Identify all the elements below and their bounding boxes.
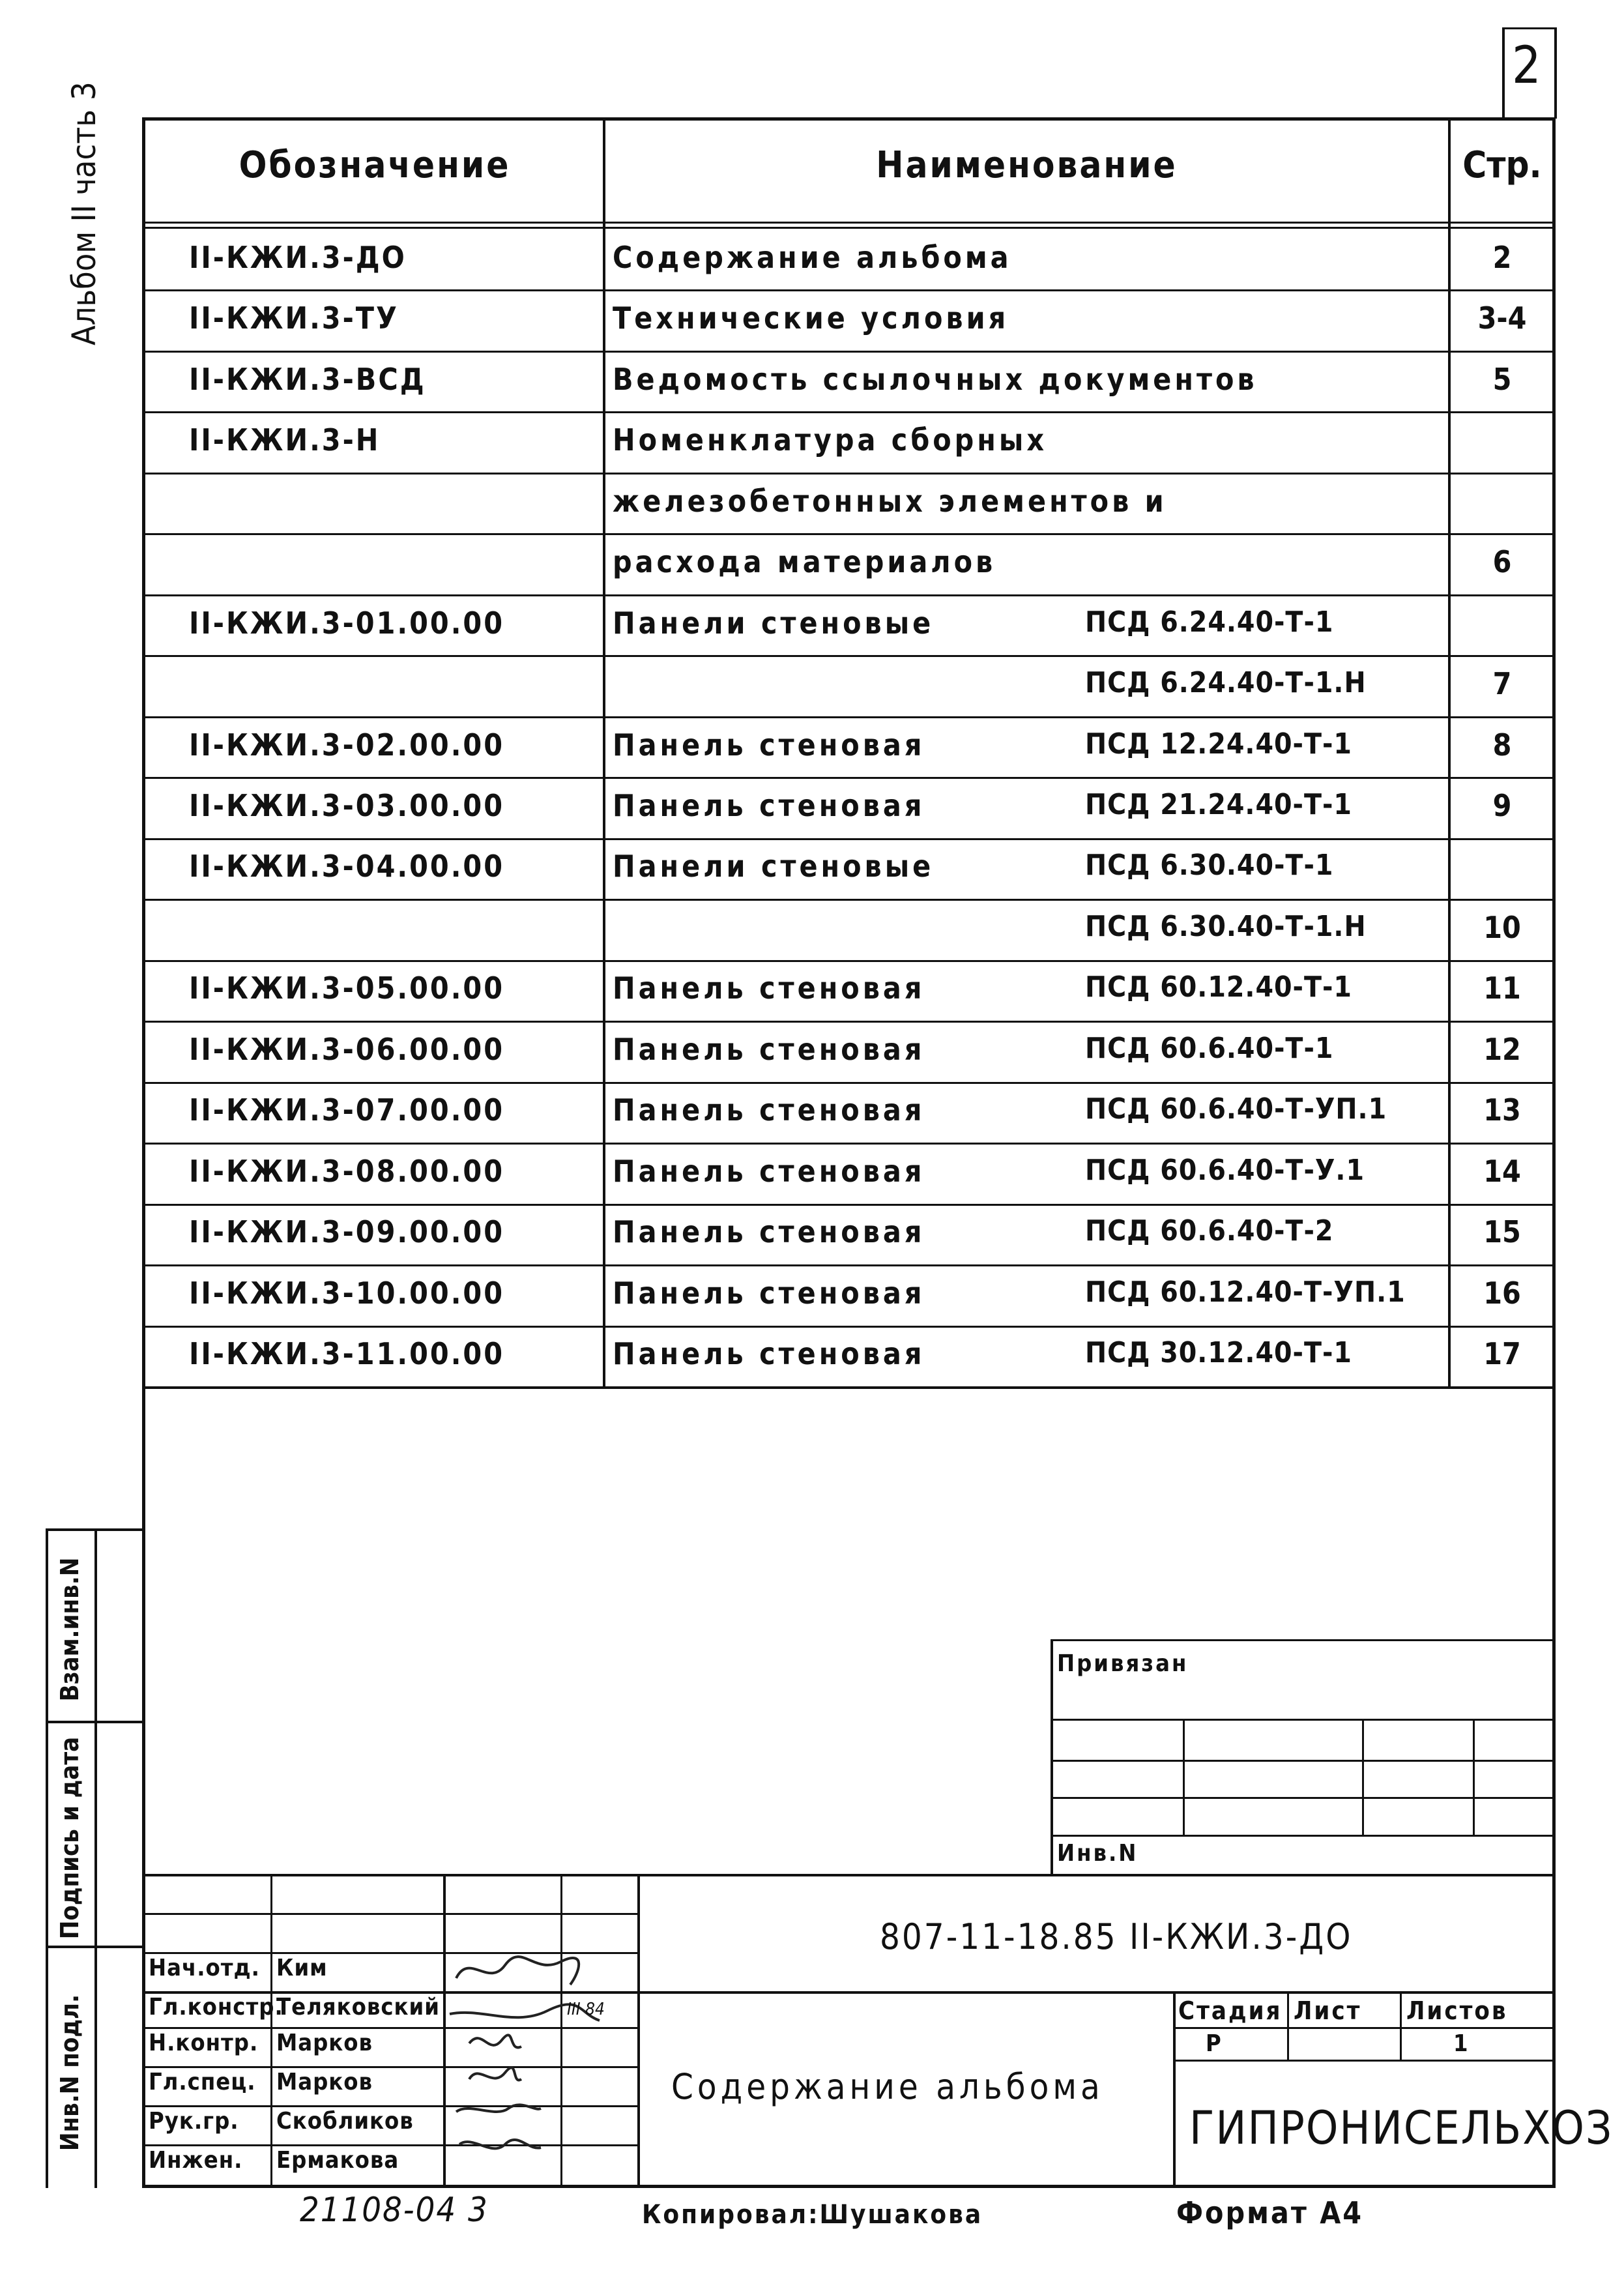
row-code: II-КЖИ.3-05.00.00: [189, 970, 505, 1006]
person-name: Марков: [276, 2030, 373, 2056]
row-mark: ПСД 60.12.40-Т-1: [1085, 970, 1352, 1004]
row-divider: [143, 899, 1554, 901]
row-divider: [143, 1204, 1554, 1206]
row-name: Панели стеновые: [613, 849, 935, 884]
row-divider: [143, 1143, 1554, 1145]
row-code: II-КЖИ.3-01.00.00: [189, 606, 505, 641]
signature-date-note: III 84: [567, 2000, 605, 2019]
person-role: Нач.отд.: [149, 1955, 260, 1981]
privyazan-label: Привязан: [1057, 1650, 1189, 1677]
person-name: Ким: [276, 1955, 328, 1981]
row-divider: [143, 777, 1554, 779]
organization: ГИПРОНИСЕЛЬХОЗ: [1189, 2101, 1614, 2155]
row-code: II-КЖИ.3-02.00.00: [189, 727, 505, 763]
sheet-number: 2: [1512, 36, 1543, 95]
row-code: II-КЖИ.3-06.00.00: [189, 1032, 505, 1067]
person-name: Ермакова: [276, 2147, 399, 2174]
row-divider: [143, 655, 1554, 657]
row-page: 3-4: [1477, 300, 1527, 336]
sheets-label: Листов: [1406, 1996, 1508, 2025]
row-name: Панель стеновая: [613, 1336, 925, 1371]
doc-code: 807-11-18.85 II-КЖИ.3-ДО: [880, 1916, 1353, 1957]
row-mark: ПСД 60.6.40-Т-У.1: [1085, 1154, 1365, 1187]
row-name: Ведомость ссылочных документов: [613, 362, 1258, 397]
person-name: Марков: [276, 2069, 373, 2095]
row-divider: [143, 533, 1554, 535]
row-divider: [143, 1021, 1554, 1023]
row-page: 16: [1483, 1276, 1521, 1311]
row-divider: [143, 351, 1554, 353]
row-name: Технические условия: [613, 300, 1009, 336]
footer-copied-by: Копировал:Шушакова: [642, 2200, 983, 2230]
row-page: 9: [1492, 788, 1512, 823]
row-page: 7: [1492, 666, 1512, 701]
row-name: Панель стеновая: [613, 727, 925, 763]
footer-number: 21108-04 3: [300, 2191, 489, 2230]
row-divider: [143, 838, 1554, 840]
row-code: II-КЖИ.3-ДО: [189, 240, 407, 275]
person-role: Гл.спец.: [149, 2069, 256, 2095]
stamp-inv-podl: Инв.N подл.: [55, 1994, 84, 2152]
row-name: Панель стеновая: [613, 1032, 925, 1067]
row-code: II-КЖИ.3-10.00.00: [189, 1276, 505, 1311]
row-page: 8: [1492, 727, 1512, 763]
row-page: 13: [1483, 1092, 1521, 1128]
row-name: Панель стеновая: [613, 970, 925, 1006]
row-code: II-КЖИ.3-08.00.00: [189, 1154, 505, 1189]
row-divider: [143, 716, 1554, 718]
privyazan-inv-label: Инв.N: [1057, 1840, 1138, 1867]
row-code: II-КЖИ.3-Н: [189, 422, 381, 458]
row-divider: [143, 960, 1554, 962]
row-code: II-КЖИ.3-07.00.00: [189, 1092, 505, 1128]
row-name: Панель стеновая: [613, 1214, 925, 1249]
row-page: 17: [1483, 1336, 1521, 1371]
row-page: 12: [1483, 1032, 1521, 1067]
row-name: Содержание альбома: [613, 240, 1012, 275]
row-code: II-КЖИ.3-03.00.00: [189, 788, 505, 823]
person-role: Гл.констр.: [149, 1994, 283, 2021]
row-code: II-КЖИ.3-09.00.00: [189, 1214, 505, 1249]
col-header-page: Стр.: [1462, 144, 1542, 186]
row-name: Панели стеновые: [613, 606, 935, 641]
row-mark: ПСД 6.24.40-Т-1.Н: [1085, 666, 1367, 699]
row-name: Панель стеновая: [613, 1276, 925, 1311]
row-name: Номенклатура сборных: [613, 422, 1048, 458]
row-page: 11: [1483, 970, 1521, 1006]
row-page: 14: [1483, 1154, 1521, 1189]
row-code: II-КЖИ.3-ТУ: [189, 300, 399, 336]
doc-title: Содержание альбома: [671, 2066, 1104, 2107]
footer-format: Формат А4: [1176, 2195, 1364, 2230]
row-divider: [143, 594, 1554, 596]
album-side-label: Альбом II часть 3: [65, 81, 103, 345]
row-divider: [143, 411, 1554, 413]
row-mark: ПСД 60.12.40-Т-УП.1: [1085, 1276, 1406, 1309]
row-mark: ПСД 6.30.40-Т-1: [1085, 849, 1334, 882]
row-mark: ПСД 21.24.40-Т-1: [1085, 788, 1352, 821]
row-name: Панель стеновая: [613, 1092, 925, 1128]
stage-value: Р: [1206, 2030, 1223, 2057]
person-role: Инжен.: [149, 2147, 243, 2174]
row-page: 5: [1492, 362, 1512, 397]
row-mark: ПСД 60.6.40-Т-УП.1: [1085, 1092, 1387, 1126]
row-mark: ПСД 30.12.40-Т-1: [1085, 1336, 1352, 1369]
stamp-vzam-inv: Взам.инв.N: [55, 1557, 84, 1702]
sheets-value: 1: [1453, 2030, 1470, 2057]
row-mark: ПСД 6.30.40-Т-1.Н: [1085, 910, 1367, 943]
stage-label: Стадия: [1178, 1996, 1283, 2025]
row-code: II-КЖИ.3-11.00.00: [189, 1336, 505, 1371]
row-divider: [143, 289, 1554, 291]
signatures-graphic: [443, 1949, 639, 2190]
person-name: Скобликов: [276, 2108, 414, 2135]
row-mark: ПСД 60.6.40-Т-1: [1085, 1032, 1334, 1065]
row-page: 2: [1492, 240, 1512, 275]
row-page: 15: [1483, 1214, 1521, 1249]
person-role: Рук.гр.: [149, 2108, 239, 2135]
row-divider: [143, 1264, 1554, 1266]
stamp-signature-date: Подпись и дата: [55, 1736, 84, 1940]
row-name: железобетонных элементов и: [613, 484, 1167, 519]
row-divider: [143, 1326, 1554, 1328]
col-header-designation: Обозначение: [239, 144, 511, 186]
row-code: II-КЖИ.3-ВСД: [189, 362, 426, 397]
person-role: Н.контр.: [149, 2030, 259, 2056]
row-divider: [143, 473, 1554, 474]
person-name: Теляковский: [276, 1994, 440, 2021]
row-divider: [143, 1082, 1554, 1084]
sheet-label: Лист: [1294, 1996, 1362, 2025]
col-header-name: Наименование: [876, 144, 1178, 186]
row-page: 10: [1483, 910, 1521, 945]
row-mark: ПСД 12.24.40-Т-1: [1085, 727, 1352, 761]
row-name: расхода материалов: [613, 544, 996, 579]
row-mark: ПСД 60.6.40-Т-2: [1085, 1214, 1334, 1248]
row-page: 6: [1492, 544, 1512, 579]
row-mark: ПСД 6.24.40-Т-1: [1085, 606, 1334, 639]
row-code: II-КЖИ.3-04.00.00: [189, 849, 505, 884]
row-name: Панель стеновая: [613, 1154, 925, 1189]
row-name: Панель стеновая: [613, 788, 925, 823]
